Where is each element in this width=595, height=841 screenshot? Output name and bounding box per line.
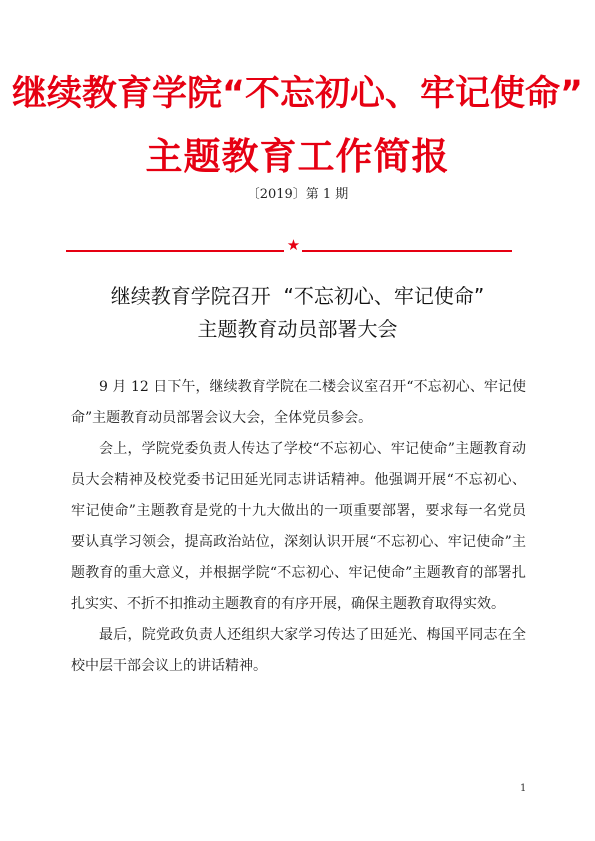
red-divider-right (302, 250, 512, 252)
red-divider-left (66, 250, 284, 252)
bulletin-title-line2: 主题教育工作简报 (145, 135, 450, 178)
star-icon: ★ (286, 236, 301, 254)
page-number: 1 (520, 783, 527, 794)
article-paragraph: 会上，学院党委负责人传达了学校“不忘初心、牢记使命”主题教育动员大会精神及校党委书记田延光同志讲话精神。他强调开展“不忘初心、牢记使命”主题教育是党的十九大做出的一项重要部署，要求每一名党员要认真学习领会，提高政治站位，深刻认识开展“不忘初心、牢记使命”主题教育的重大意义，并根据学院“不忘初心、牢记使命”主题教育的部署扎扎实实、不折不扣推动主题教育的有序开展，确保主题教育取得实效。 (71, 441, 526, 612)
article-paragraph: 9 月 12 日下午，继续教育学院在二楼会议室召开“不忘初心、牢记使命”主题教育动员部署会议大会，全体党员参会。 (71, 379, 526, 426)
bulletin-title-line1: 继续教育学院“不忘初心、牢记使命” (11, 74, 583, 114)
article-title-line2: 主题教育动员部署大会 (197, 317, 398, 341)
issue-number: 〔2019〕第 1 期 (246, 187, 349, 202)
article-paragraph: 最后，院党政负责人还组织大家学习传达了田延光、梅国平同志在全校中层干部会议上的讲话精神。 (71, 627, 526, 674)
article-body (71, 372, 526, 682)
article-title-line1: 继续教育学院召开 “不忘初心、牢记使命” (110, 284, 485, 308)
